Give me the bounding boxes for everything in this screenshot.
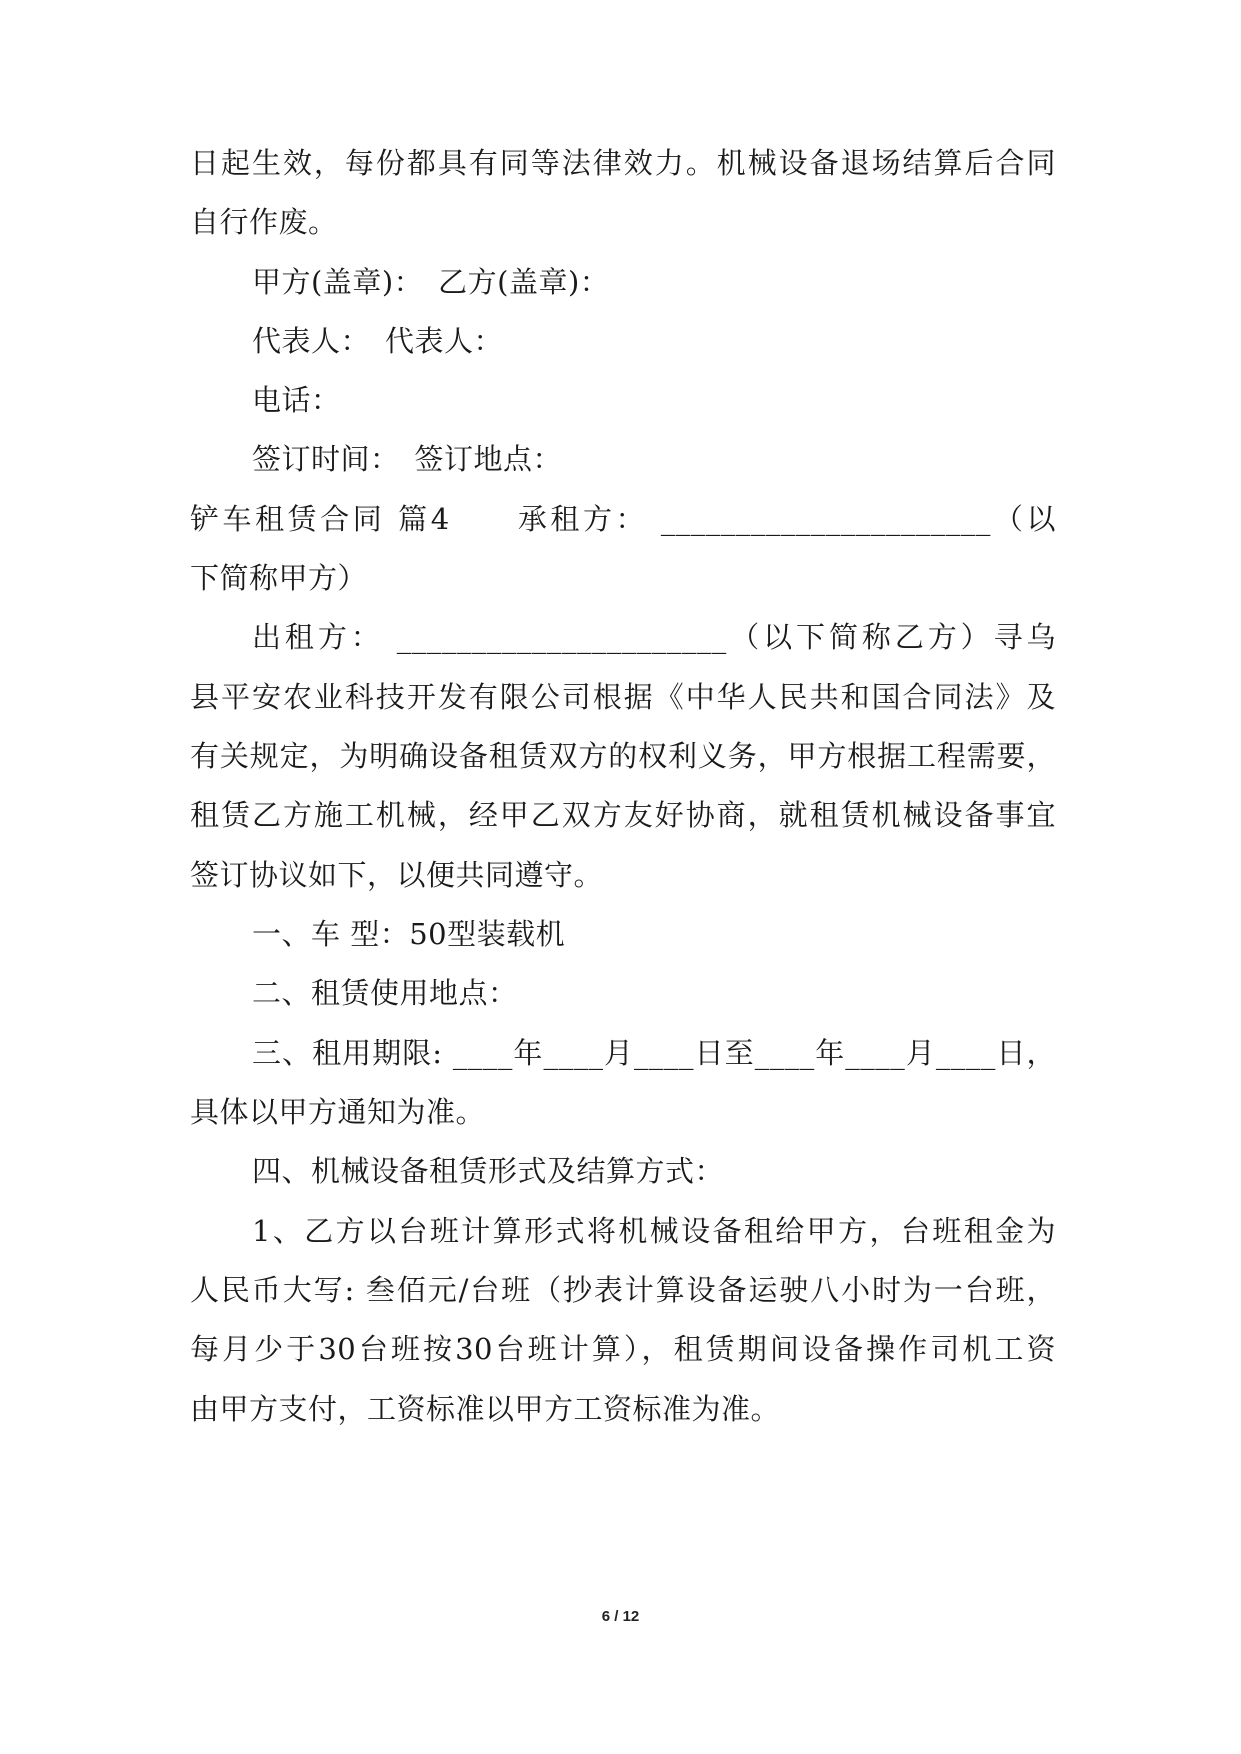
text-line: 每月少于30台班按30台班计算），租赁期间设备操作司机工资: [190, 1332, 1056, 1366]
text-line: 县平安农业科技开发有限公司根据《中华人民共和国合同法》及: [190, 680, 1056, 714]
text-line: 二、租赁使用地点：: [252, 976, 518, 1010]
text-line: 1、乙方以台班计算形式将机械设备租给甲方，台班租金为: [252, 1214, 1056, 1248]
text-line: 铲车租赁合同 篇4 承租方： ______________________（以: [190, 502, 1056, 536]
text-line: 租赁乙方施工机械，经甲乙双方友好协商，就租赁机械设备事宜: [190, 798, 1056, 832]
text-line: 签订时间： 签订地点：: [252, 442, 563, 476]
text-line: 人民币大写: 叁佰元/台班（抄表计算设备运驶八小时为一台班，: [190, 1273, 1056, 1307]
text-line: 签订协议如下，以便共同遵守。: [190, 858, 604, 892]
text-line: 甲方(盖章)： 乙方(盖章)：: [252, 265, 610, 299]
text-line: 出租方： ______________________（以下简称乙方）寻乌: [252, 620, 1056, 654]
text-line: 三、租用期限: ____年____月____日至____年____月____日，: [252, 1036, 1056, 1070]
text-line: 四、机械设备租赁形式及结算方式：: [252, 1154, 725, 1188]
page-number: 6 / 12: [601, 1608, 640, 1625]
text-line: 日起生效，每份都具有同等法律效力。机械设备退场结算后合同: [190, 146, 1056, 180]
text-line: 具体以甲方通知为准。: [190, 1095, 486, 1129]
text-line: 电话：: [252, 383, 341, 417]
text-line: 由甲方支付，工资标准以甲方工资标准为准。: [190, 1392, 781, 1426]
text-line: 代表人： 代表人：: [252, 324, 504, 358]
text-line: 下简称甲方）: [190, 561, 368, 595]
text-line: 有关规定，为明确设备租赁双方的权利义务，甲方根据工程需要，: [190, 739, 1056, 773]
text-line: 自行作废。: [190, 205, 338, 239]
text-line: 一、车 型：50型装载机: [252, 917, 566, 951]
